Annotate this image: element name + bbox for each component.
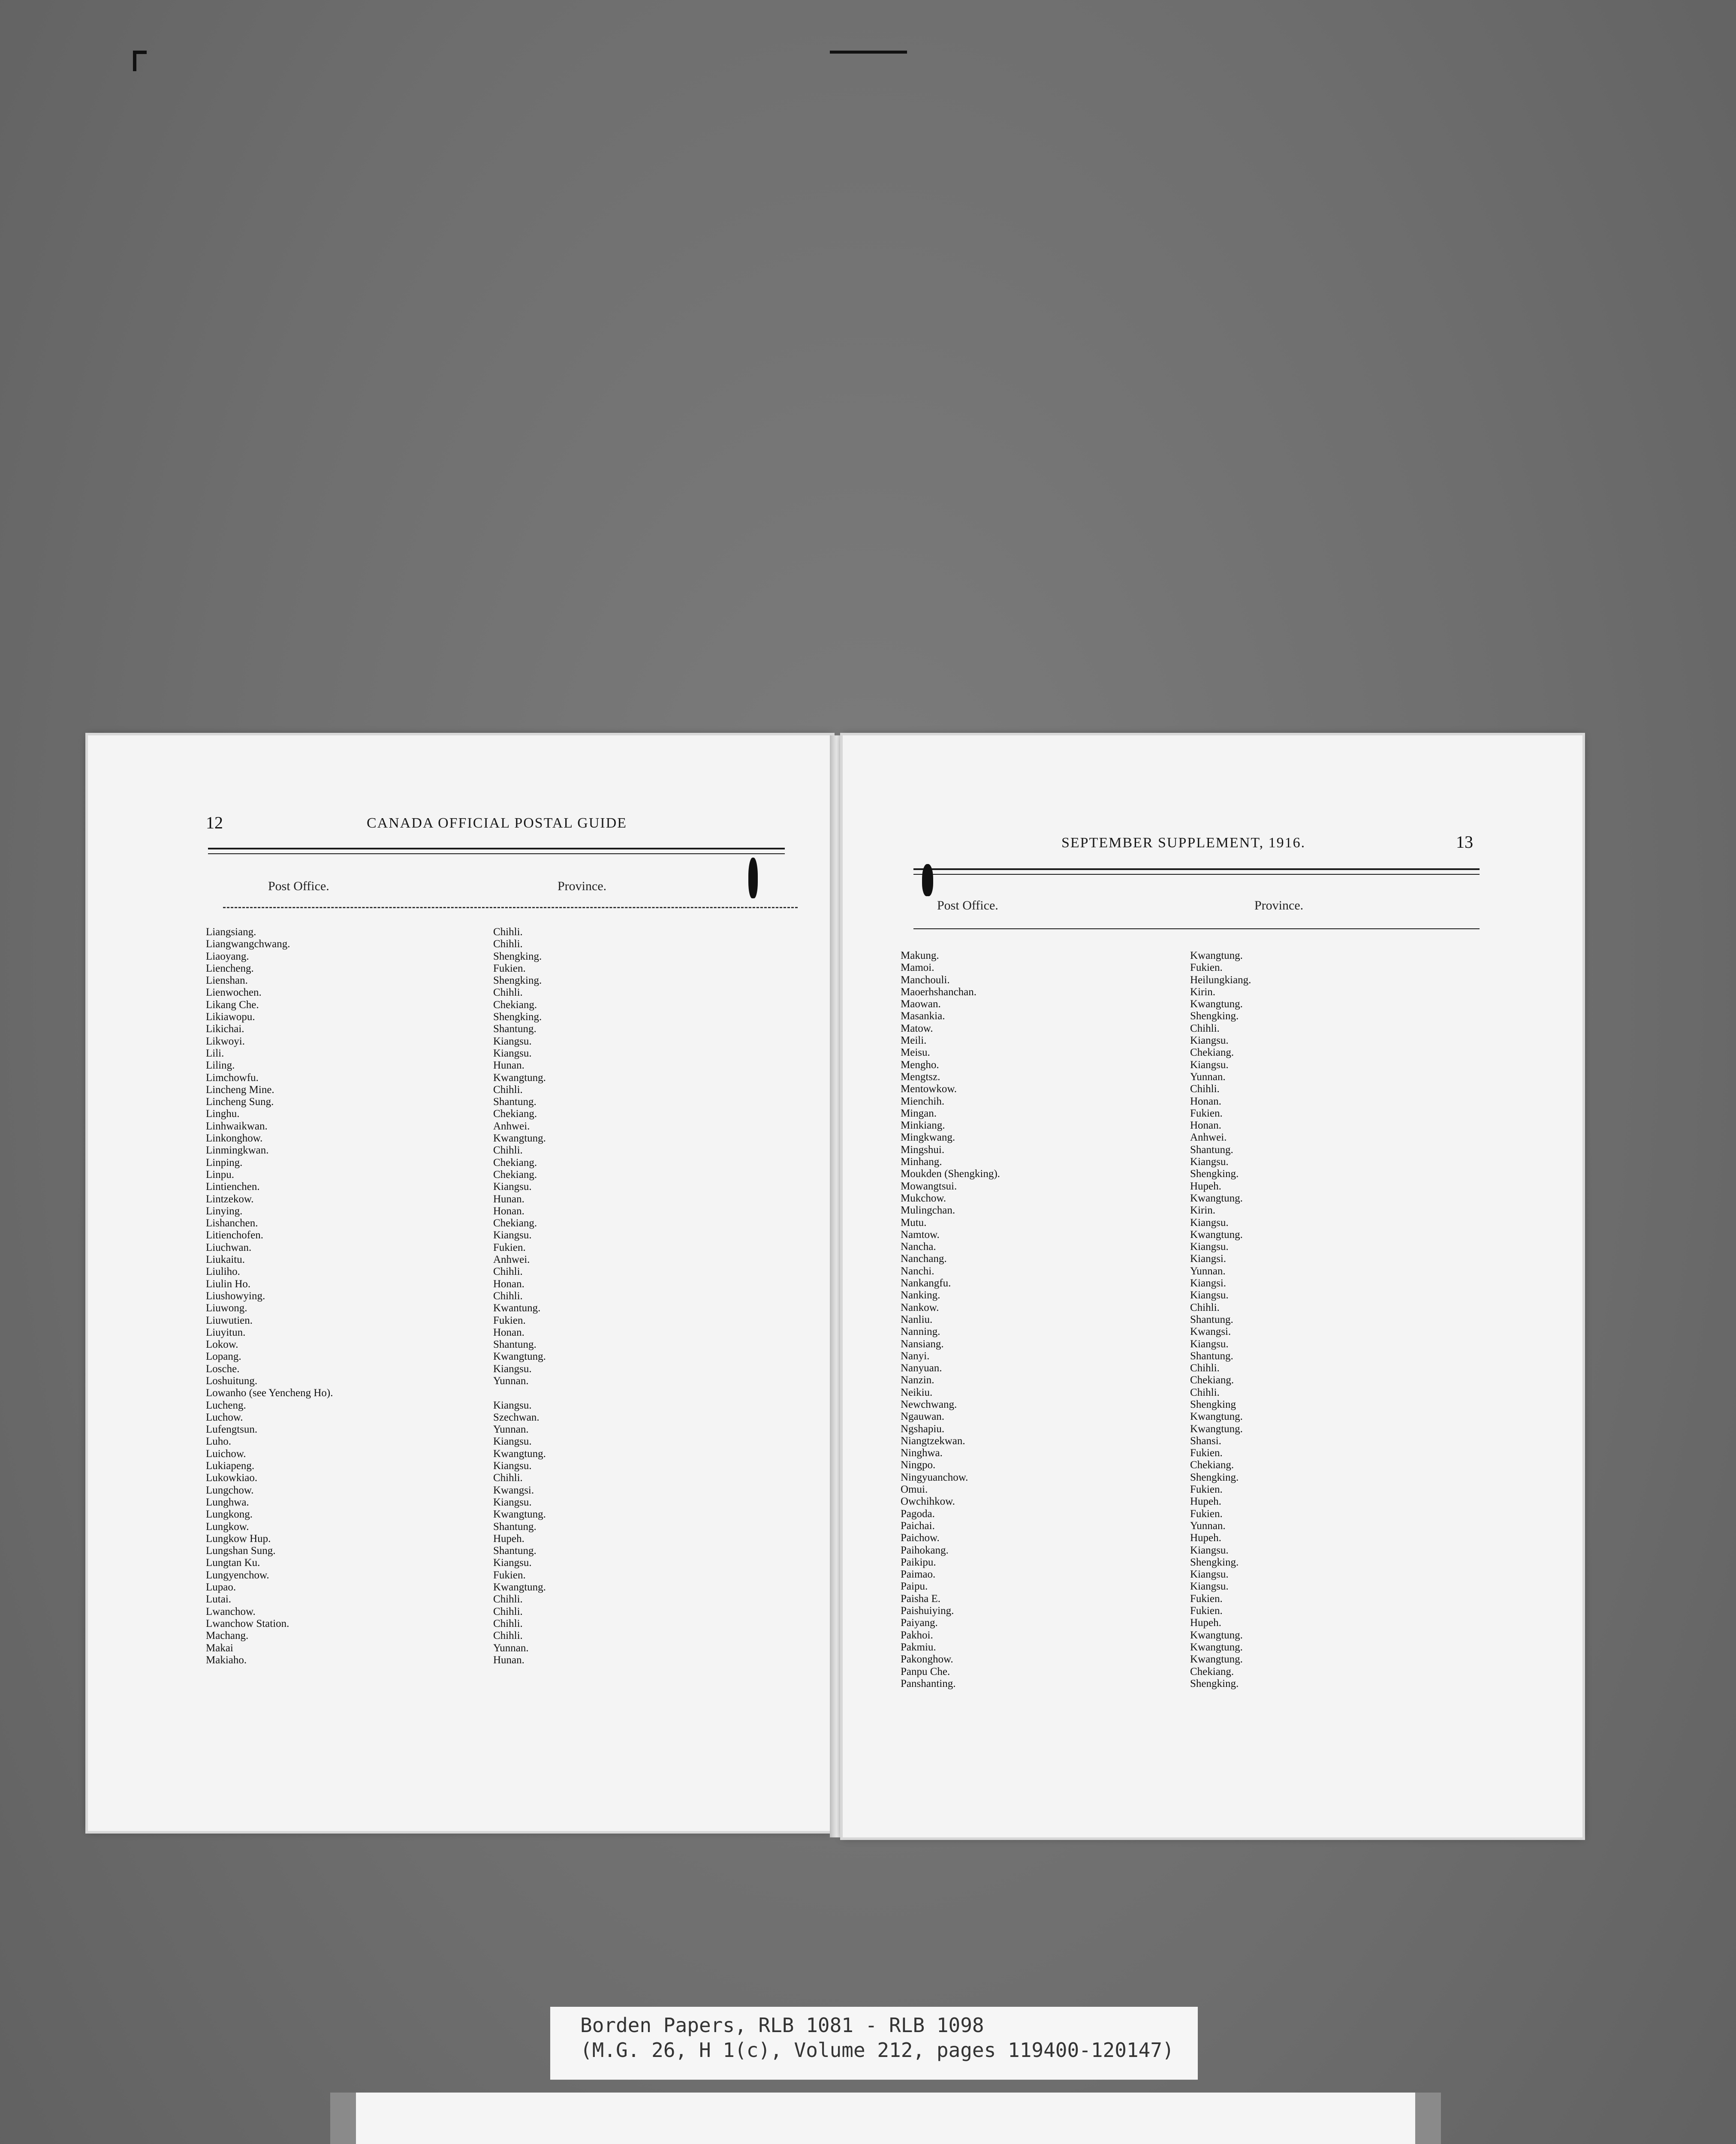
- province-entry: Kiangsu.: [1190, 1338, 1229, 1350]
- header-rule: [208, 853, 785, 854]
- post-office-entry: Luho.: [206, 1436, 232, 1448]
- province-entry: Kwangtung.: [1190, 1629, 1243, 1641]
- province-entry: Kiangsu.: [493, 1557, 532, 1569]
- province-entry: Fukien.: [1190, 1593, 1223, 1605]
- post-office-entry: Paimao.: [901, 1569, 936, 1581]
- post-office-entry: Lopang.: [206, 1351, 241, 1363]
- province-entry: Anhwei.: [1190, 1132, 1227, 1144]
- post-office-entry: Lishanchen.: [206, 1217, 258, 1229]
- province-list: [1190, 950, 1251, 1690]
- post-office-entry: Lungyenchow.: [206, 1569, 269, 1581]
- post-office-entry: Likang Che.: [206, 999, 259, 1011]
- post-office-entry: Nanyi.: [901, 1350, 930, 1362]
- province-entry: Kwangtung.: [1190, 998, 1243, 1010]
- province-entry: Kiangsu.: [493, 1047, 532, 1059]
- province-entry: Shantung.: [493, 1023, 536, 1035]
- post-office-entry: Paishuiying.: [901, 1605, 954, 1617]
- post-office-entry: Pakonghow.: [901, 1653, 953, 1665]
- post-office-entry: Liuchwan.: [206, 1241, 252, 1253]
- post-office-entry: Owchihkow.: [901, 1496, 955, 1508]
- province-entry: [493, 1387, 546, 1399]
- post-office-entry: Moukden (Shengking).: [901, 1168, 1000, 1180]
- province-entry: Fukien.: [1190, 1605, 1223, 1617]
- reference-label: [550, 2007, 1198, 2080]
- column-rule: [913, 928, 1480, 929]
- province-entry: Kiangsu.: [1190, 1569, 1229, 1581]
- post-office-entry: Lungtan Ku.: [206, 1557, 260, 1569]
- province-list: [493, 926, 546, 1666]
- post-office-entry: Ngauwan.: [901, 1411, 945, 1423]
- post-office-entry: Paipu.: [901, 1581, 928, 1593]
- post-office-entry: Mingshui.: [901, 1144, 945, 1156]
- province-entry: Kwangtung.: [493, 1509, 546, 1521]
- post-office-entry: Liukaitu.: [206, 1254, 245, 1266]
- province-entry: Kwangtung.: [1190, 1653, 1243, 1665]
- post-office-entry: Lwanchow Station.: [206, 1617, 289, 1629]
- post-office-entry: Pagoda.: [901, 1508, 935, 1520]
- province-entry: Chekiang.: [493, 1108, 537, 1120]
- province-entry: Kwangtung.: [1190, 1229, 1243, 1241]
- reference-line: (M.G. 26, H 1(c), Volume 212, pages 119400-120147): [580, 2039, 1174, 2062]
- post-office-entry: Nansiang.: [901, 1338, 944, 1350]
- post-office-entry: Makung.: [901, 950, 939, 961]
- province-entry: Chekiang.: [1190, 1047, 1234, 1059]
- province-entry: Chihli.: [1190, 1386, 1220, 1398]
- post-office-entry: Lukiapeng.: [206, 1460, 255, 1472]
- column-head-post-office: Post Office.: [268, 879, 329, 893]
- left-page: [88, 735, 832, 1831]
- province-entry: Chihli.: [493, 1605, 523, 1617]
- corner-crop-mark: [133, 51, 147, 54]
- province-entry: Honan.: [493, 1326, 524, 1338]
- post-office-entry: Liuwong.: [206, 1302, 247, 1314]
- post-office-entry: Lukowkiao.: [206, 1472, 258, 1484]
- province-entry: Chekiang.: [493, 999, 537, 1011]
- province-entry: Kwangsi.: [493, 1484, 534, 1496]
- province-entry: Chihli.: [1190, 1083, 1220, 1095]
- post-office-entry: Luichow.: [206, 1448, 246, 1460]
- post-office-entry: Mentowkow.: [901, 1083, 957, 1095]
- province-entry: Yunnan.: [493, 1642, 529, 1654]
- post-office-entry: Loshuitung.: [206, 1375, 258, 1387]
- post-office-entry: Mienchih.: [901, 1095, 945, 1107]
- post-office-entry: Omui.: [901, 1484, 928, 1496]
- post-office-entry: Mutu.: [901, 1217, 927, 1229]
- province-entry: Shantung.: [1190, 1313, 1233, 1325]
- post-office-entry: Mowangtsui.: [901, 1180, 957, 1192]
- province-entry: Fukien.: [493, 1569, 526, 1581]
- post-office-entry: Paihokang.: [901, 1544, 949, 1556]
- province-entry: Yunnan.: [1190, 1265, 1226, 1277]
- province-entry: Yunnan.: [1190, 1071, 1226, 1083]
- province-entry: Kiangsu.: [493, 1496, 532, 1508]
- running-head: SEPTEMBER SUPPLEMENT, 1916.: [1061, 835, 1306, 851]
- province-entry: Hupeh.: [1190, 1532, 1221, 1544]
- post-office-entry: Linhwaikwan.: [206, 1120, 268, 1132]
- province-entry: Kiangsu.: [493, 1436, 532, 1448]
- post-office-entry: Ngshapiu.: [901, 1423, 945, 1435]
- post-office-entry: Ninghwa.: [901, 1447, 943, 1459]
- province-entry: Honan.: [493, 1278, 524, 1290]
- post-office-entry: Nanyuan.: [901, 1362, 942, 1374]
- province-entry: Chihli.: [493, 1630, 523, 1642]
- post-office-entry: Liulin Ho.: [206, 1278, 251, 1290]
- column-head-post-office: Post Office.: [937, 898, 998, 912]
- post-office-entry: Mengho.: [901, 1059, 939, 1071]
- header-rule: [913, 868, 1480, 870]
- province-entry: Yunnan.: [1190, 1520, 1226, 1532]
- post-office-entry: Lupao.: [206, 1581, 236, 1593]
- province-entry: Shengking.: [1190, 1471, 1239, 1483]
- post-office-entry: Lungkow.: [206, 1521, 249, 1533]
- province-entry: Hunan.: [493, 1193, 524, 1205]
- province-entry: Kwangtung.: [1190, 1423, 1243, 1435]
- post-office-entry: Lucheng.: [206, 1399, 246, 1411]
- post-office-entry: Nanking.: [901, 1289, 940, 1301]
- post-office-entry: Linmingkwan.: [206, 1144, 269, 1156]
- province-entry: Kiangsu.: [1190, 1241, 1229, 1253]
- province-entry: Yunnan.: [493, 1375, 529, 1387]
- post-office-entry: Linpu.: [206, 1168, 234, 1180]
- post-office-entry: Liuyitun.: [206, 1326, 246, 1338]
- post-office-entry: Minhang.: [901, 1156, 942, 1168]
- page-number: 12: [206, 813, 223, 832]
- post-office-entry: Luchow.: [206, 1411, 243, 1423]
- province-entry: Kiangsu.: [493, 1035, 532, 1047]
- post-office-entry: Linghu.: [206, 1108, 240, 1120]
- province-entry: Chihli.: [493, 1593, 523, 1605]
- province-entry: Kiangsu.: [493, 1229, 532, 1241]
- province-entry: Honan.: [493, 1205, 524, 1217]
- province-entry: Kirin.: [1190, 986, 1216, 998]
- post-office-entry: Nankow.: [901, 1301, 939, 1313]
- post-office-entry: Liuliho.: [206, 1266, 240, 1278]
- post-office-entry: Paiyang.: [901, 1617, 938, 1629]
- column-head-province: Province.: [558, 879, 607, 893]
- province-entry: Kwangsi.: [1190, 1326, 1231, 1338]
- post-office-entry: Likiawopu.: [206, 1011, 255, 1023]
- post-office-entry: Mamoi.: [901, 962, 934, 974]
- post-office-entry: Lincheng Sung.: [206, 1096, 274, 1108]
- post-office-entry: Lungchow.: [206, 1484, 254, 1496]
- province-entry: Kwangtung.: [493, 1581, 546, 1593]
- post-office-entry: Paikipu.: [901, 1556, 936, 1568]
- province-entry: Anhwei.: [493, 1120, 530, 1132]
- province-entry: Fukien.: [1190, 1508, 1223, 1520]
- province-entry: Hunan.: [493, 1654, 524, 1666]
- page-number: 13: [1456, 832, 1473, 852]
- post-office-entry: Mingkwang.: [901, 1132, 955, 1144]
- province-entry: Fukien.: [493, 1241, 526, 1253]
- post-office-entry: Nanzin.: [901, 1374, 934, 1386]
- post-office-entry: Meisu.: [901, 1047, 930, 1059]
- post-office-entry: Mengtsz.: [901, 1071, 940, 1083]
- post-office-entry: Nanchang.: [901, 1253, 947, 1265]
- province-entry: Chihli.: [493, 1290, 523, 1302]
- post-office-entry: Maowan.: [901, 998, 941, 1010]
- province-entry: Kiangsi.: [1190, 1277, 1227, 1289]
- province-entry: Kirin.: [1190, 1204, 1216, 1217]
- province-entry: Shantung.: [493, 1521, 536, 1533]
- province-entry: Kiangsu.: [1190, 1059, 1229, 1071]
- province-entry: Kiangsu.: [1190, 1217, 1229, 1229]
- province-entry: Fukien.: [493, 1314, 526, 1326]
- province-entry: Shantung.: [493, 1339, 536, 1351]
- post-office-entry: Liencheng.: [206, 962, 254, 974]
- province-entry: Fukien.: [493, 962, 526, 974]
- post-office-entry: Ningyuanchow.: [901, 1471, 968, 1483]
- post-office-entry: Liangsiang.: [206, 926, 256, 938]
- post-office-entry: Limchowfu.: [206, 1072, 259, 1084]
- post-office-entry: Linying.: [206, 1205, 243, 1217]
- post-office-entry: Minkiang.: [901, 1120, 945, 1132]
- province-entry: Kiangsu.: [1190, 1156, 1229, 1168]
- post-office-entry: Lungkow Hup.: [206, 1533, 271, 1545]
- post-office-entry: Maoerhshanchan.: [901, 986, 977, 998]
- right-page: [843, 735, 1582, 1837]
- province-entry: Shantung.: [1190, 1144, 1233, 1156]
- post-office-entry: Mukchow.: [901, 1192, 946, 1204]
- post-office-entry: Nanliu.: [901, 1313, 933, 1325]
- province-entry: Chekiang.: [1190, 1665, 1234, 1677]
- province-entry: Shengking.: [1190, 1168, 1239, 1180]
- province-entry: Chihli.: [1190, 1362, 1220, 1374]
- post-office-entry: Likwoyi.: [206, 1035, 245, 1047]
- province-entry: Honan.: [1190, 1095, 1221, 1107]
- province-entry: Yunnan.: [493, 1424, 529, 1436]
- province-entry: Shengking.: [1190, 1010, 1239, 1022]
- post-office-entry: Paisha E.: [901, 1593, 941, 1605]
- province-entry: Szechwan.: [493, 1411, 539, 1423]
- post-office-entry: Litienchofen.: [206, 1229, 263, 1241]
- province-entry: Kiangsu.: [1190, 1035, 1229, 1047]
- post-office-entry: Lintzekow.: [206, 1193, 254, 1205]
- province-entry: Kiangsu.: [493, 1363, 532, 1375]
- post-office-entry: Lowanho (see Yencheng Ho).: [206, 1387, 333, 1399]
- post-office-entry: Pakhoi.: [901, 1629, 933, 1641]
- post-office-entry: Linping.: [206, 1156, 243, 1168]
- post-office-entry: Nancha.: [901, 1241, 936, 1253]
- post-office-entry: Mingan.: [901, 1107, 937, 1119]
- province-entry: Hupeh.: [1190, 1496, 1221, 1508]
- province-entry: Kiangsu.: [493, 1399, 532, 1411]
- post-office-entry: Liuwutien.: [206, 1314, 253, 1326]
- province-entry: Chekiang.: [493, 1217, 537, 1229]
- post-office-entry: Lutai.: [206, 1593, 232, 1605]
- post-office-list: [206, 926, 333, 1666]
- post-office-list: [901, 950, 1000, 1690]
- post-office-entry: Linkonghow.: [206, 1132, 263, 1144]
- province-entry: Chihli.: [493, 938, 523, 950]
- post-office-entry: Nanning.: [901, 1326, 940, 1338]
- post-office-entry: Niangtzekwan.: [901, 1435, 965, 1447]
- province-entry: Chihli.: [493, 1266, 523, 1278]
- province-entry: Hupeh.: [1190, 1180, 1221, 1192]
- province-entry: Chihli.: [493, 1084, 523, 1096]
- province-entry: Shengking.: [1190, 1556, 1239, 1568]
- post-office-entry: Namtow.: [901, 1229, 940, 1241]
- post-office-entry: Liling.: [206, 1060, 235, 1072]
- province-entry: Chihli.: [493, 987, 523, 999]
- top-crop-mark: [830, 51, 907, 54]
- province-entry: Chekiang.: [493, 1156, 537, 1168]
- province-entry: Chihli.: [493, 1144, 523, 1156]
- province-entry: Shengking.: [493, 1011, 542, 1023]
- post-office-entry: Ningpo.: [901, 1459, 936, 1471]
- post-office-entry: Mulingchan.: [901, 1204, 955, 1217]
- post-office-entry: Neikiu.: [901, 1386, 933, 1398]
- province-entry: Shantung.: [493, 1096, 536, 1108]
- province-entry: Kwantung.: [493, 1302, 541, 1314]
- column-rule: [223, 907, 798, 908]
- post-office-entry: Lincheng Mine.: [206, 1084, 274, 1096]
- post-office-entry: Lili.: [206, 1047, 224, 1059]
- post-office-entry: Liaoyang.: [206, 950, 249, 962]
- province-entry: Kiangsi.: [1190, 1253, 1227, 1265]
- province-entry: Shengking.: [493, 950, 542, 962]
- province-entry: Kwangtung.: [1190, 1411, 1243, 1423]
- province-entry: Shantung.: [493, 1545, 536, 1557]
- post-office-entry: Nankangfu.: [901, 1277, 951, 1289]
- province-entry: Fukien.: [1190, 1484, 1223, 1496]
- province-entry: Shantung.: [1190, 1350, 1233, 1362]
- post-office-entry: Lokow.: [206, 1339, 238, 1351]
- province-entry: Kwangtung.: [493, 1072, 546, 1084]
- post-office-entry: Lintienchen.: [206, 1181, 260, 1193]
- post-office-entry: Likichai.: [206, 1023, 244, 1035]
- post-office-entry: Panpu Che.: [901, 1665, 950, 1677]
- province-entry: Chekiang.: [1190, 1374, 1234, 1386]
- post-office-entry: Lienshan.: [206, 975, 248, 987]
- post-office-entry: Panshanting.: [901, 1677, 956, 1689]
- province-entry: Chihli.: [1190, 1301, 1220, 1313]
- province-entry: Shansi.: [1190, 1435, 1221, 1447]
- province-entry: Chekiang.: [1190, 1459, 1234, 1471]
- province-entry: Anhwei.: [493, 1254, 530, 1266]
- province-entry: Kwangtung.: [1190, 1641, 1243, 1653]
- province-entry: Shengking.: [1190, 1677, 1239, 1689]
- running-head: CANADA OFFICIAL POSTAL GUIDE: [367, 815, 627, 831]
- ink-blot: [748, 858, 758, 898]
- post-office-entry: Liangwangchwang.: [206, 938, 290, 950]
- province-entry: Kwangtung.: [1190, 950, 1243, 961]
- province-entry: Heilungkiang.: [1190, 974, 1251, 986]
- province-entry: Chihli.: [493, 926, 523, 938]
- province-entry: Hupeh.: [1190, 1617, 1221, 1629]
- post-office-entry: Matow.: [901, 1022, 933, 1034]
- province-entry: Shengking.: [493, 975, 542, 987]
- province-entry: Chihli.: [493, 1617, 523, 1629]
- header-rule: [913, 874, 1480, 875]
- province-entry: Kiangsu.: [493, 1460, 532, 1472]
- province-entry: Kwangtung.: [493, 1132, 546, 1144]
- province-entry: Kwangtung.: [493, 1448, 546, 1460]
- province-entry: Shengking: [1190, 1398, 1236, 1410]
- province-entry: Fukien.: [1190, 1447, 1223, 1459]
- post-office-entry: Paichow.: [901, 1532, 940, 1544]
- province-entry: Fukien.: [1190, 1107, 1223, 1119]
- post-office-entry: Lufengtsun.: [206, 1424, 258, 1436]
- post-office-entry: Lungkong.: [206, 1509, 253, 1521]
- post-office-entry: Lunghwa.: [206, 1496, 249, 1508]
- column-head-province: Province.: [1254, 898, 1304, 912]
- archive-panel: [356, 2093, 1415, 2144]
- post-office-entry: Meili.: [901, 1035, 927, 1047]
- reference-line: Borden Papers, RLB 1081 - RLB 1098: [580, 2014, 984, 2037]
- ink-blot: [922, 864, 933, 896]
- province-entry: Fukien.: [1190, 962, 1223, 974]
- post-office-entry: Machang.: [206, 1630, 249, 1642]
- post-office-entry: Lungshan Sung.: [206, 1545, 276, 1557]
- province-entry: Kiangsu.: [1190, 1581, 1229, 1593]
- post-office-entry: Lienwochen.: [206, 987, 262, 999]
- post-office-entry: Liushowying.: [206, 1290, 265, 1302]
- post-office-entry: Nanchi.: [901, 1265, 934, 1277]
- post-office-entry: Newchwang.: [901, 1398, 957, 1410]
- post-office-entry: Pakmiu.: [901, 1641, 936, 1653]
- province-entry: Chekiang.: [493, 1168, 537, 1180]
- province-entry: Chihli.: [1190, 1022, 1220, 1034]
- post-office-entry: Manchouli.: [901, 974, 950, 986]
- post-office-entry: Masankia.: [901, 1010, 945, 1022]
- province-entry: Kiangsu.: [1190, 1289, 1229, 1301]
- province-entry: Kiangsu.: [493, 1181, 532, 1193]
- post-office-entry: Losche.: [206, 1363, 240, 1375]
- province-entry: Hunan.: [493, 1060, 524, 1072]
- province-entry: Kiangsu.: [1190, 1544, 1229, 1556]
- province-entry: Chihli.: [493, 1472, 523, 1484]
- post-office-entry: Paichai.: [901, 1520, 935, 1532]
- province-entry: Honan.: [1190, 1120, 1221, 1132]
- province-entry: Hupeh.: [493, 1533, 524, 1545]
- post-office-entry: Makai: [206, 1642, 233, 1654]
- post-office-entry: Makiaho.: [206, 1654, 247, 1666]
- header-rule: [208, 848, 785, 849]
- province-entry: Kwangtung.: [493, 1351, 546, 1363]
- province-entry: Kwangtung.: [1190, 1192, 1243, 1204]
- post-office-entry: Lwanchow.: [206, 1605, 256, 1617]
